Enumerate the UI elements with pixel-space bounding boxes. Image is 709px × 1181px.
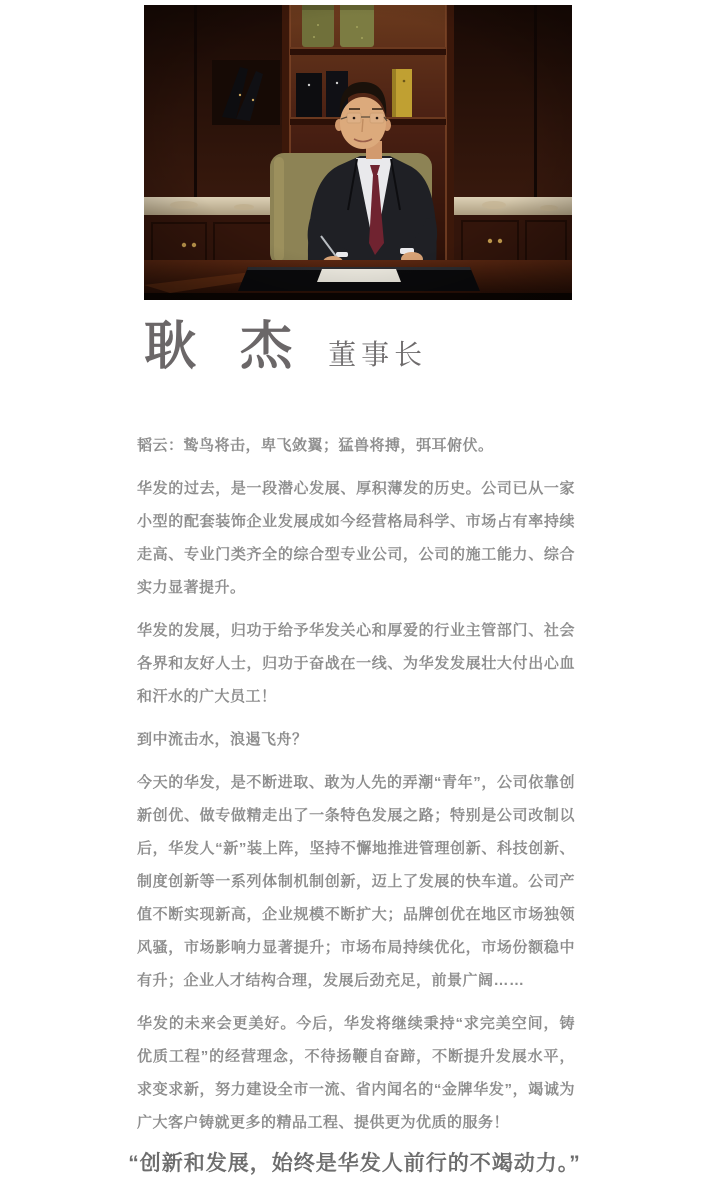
paragraph-development: 华发的发展，归功于给予华发关心和厚爱的行业主管部门、社会各界和友好人士，归功于奋战在一线、为华发发展壮大付出心血和汗水的广大员工！ <box>137 622 575 705</box>
paragraph-past: 华发的过去，是一段潜心发展、厚积薄发的历史。公司已从一家小型的配套装饰企业发展成如今经营格局科学、市场占有率持续走高、专业门类齐全的综合型专业公司，公司的施工能力、综合实力显著提升。 <box>137 480 575 596</box>
chairman-name-row <box>144 316 709 377</box>
chairman-name: 耿 杰 <box>144 316 295 377</box>
paragraph-today: 今天的华发，是不断进取、敢为人先的弄潮“青年”，公司依靠创新创优、做专做精走出了一条特色发展之路；特别是公司改制以后，华发人“新”装上阵，坚持不懈地推进管理创新、科技创新、制度创新等一系列体制机制创新，迈上了发展的快车道。公司产值不断实现新高，企业规模不断扩大；品牌创优在地区市场独领风骚，市场影响力显著提升；市场布局持续优化，市场份额稳中有升；企业人才结构合理，发展后劲充足，前景广阔…… <box>137 774 575 989</box>
closing-quote: “创新和发展，始终是华发人前行的不竭动力。” <box>128 1152 581 1175</box>
chairman-photo <box>144 5 572 300</box>
paragraph-motto: 韬云：鸷鸟将击，卑飞敛翼；猛兽将搏，弭耳俯伏。 <box>137 437 494 454</box>
chairman-title: 董事长 <box>328 338 428 371</box>
photo-vignette <box>144 5 572 300</box>
message-body <box>137 429 575 1139</box>
paragraph-question: 到中流击水，浪遏飞舟？ <box>137 731 308 748</box>
chairman-photo-art <box>144 5 572 300</box>
paragraph-future: 华发的未来会更美好。今后，华发将继续秉持“求完美空间，铸优质工程”的经营理念，不待扬鞭自奋蹄，不断提升发展水平，求变求新，努力建设全市一流、省内闻名的“金牌华发”，竭诚为广大客户铸就更多的精品工程、提供更为优质的服务！ <box>137 1015 575 1131</box>
